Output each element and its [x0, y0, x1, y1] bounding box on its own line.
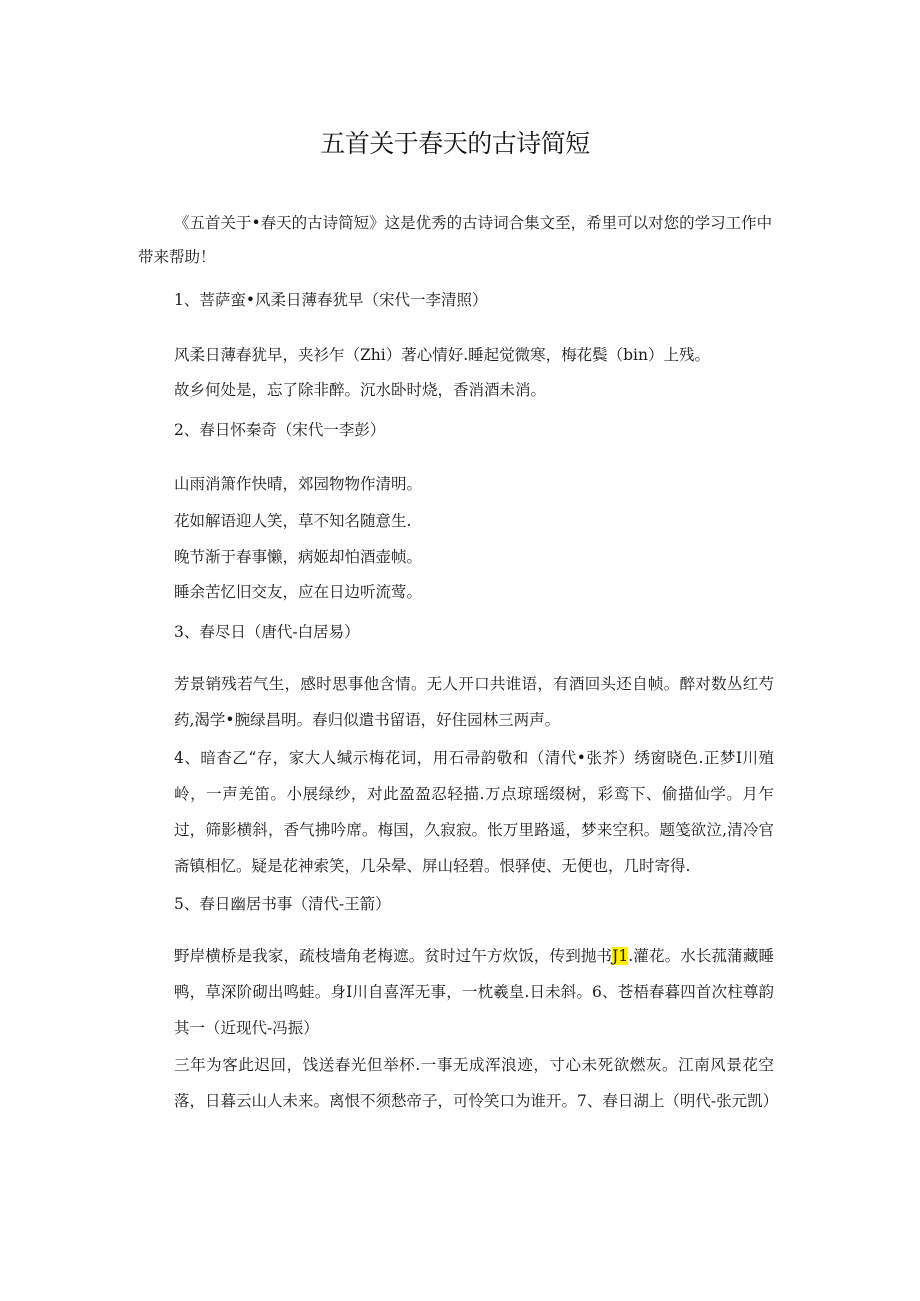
poem1-line-1: 风柔日薄春犹早，夹衫乍（Zhi）著心情好.睡起觉微寒，梅花鬓（bin）上残。: [174, 346, 711, 364]
poem2-line-2: 花如解语迎人笑，草不知名随意生.: [174, 512, 412, 530]
poem5-heading: 5、春日幽居书事（清代-王箭）: [174, 895, 391, 913]
poem3-text: 芳景销残若气生，感时思事他含情。无人开口共谁语，有酒回头还自帧。醉对数丛红芍药,渴学•腕绿昌明。春归似遣书留语，好住园林三两声。: [174, 675, 774, 729]
poem2-line-4: 睡余苦忆旧交友，应在日边听流莺。: [174, 583, 423, 601]
poem6-7-text: 三年为客此迟回，饯送春光但举杯.一事无成浑浪迹，寸心未死欲燃灰。江南风景花空落，日暮云山人未来。离恨不须愁帝子，可怜笑口为谁开。7、春日湖上（明代-张元凯）: [174, 1056, 779, 1110]
poem5-text-after: .灌花。水长菰蒲藏睡鸭，草深阶砌出鸣蛙。身I川自喜浑无事，一枕羲皇.日未斜。6、苍梧春暮四首次柱尊韵其一（近现代-冯振）: [174, 947, 774, 1037]
poem2-heading: 2、春日怀秦奇（宋代一李彭）: [174, 421, 386, 439]
poem1-heading: 1、菩萨蛮•风柔日薄春犹早（宋代一李清照）: [174, 291, 488, 309]
poem3-heading: 3、春尽日（唐代-白居易）: [174, 623, 360, 641]
poem5-text-before: 野岸横桥是我家，疏枝墙角老梅遮。贫时过午方炊饭，传到抛书: [174, 947, 613, 965]
poem5-text: [174, 938, 774, 1046]
poem4-text: 4、暗杳乙“存，家大人缄示梅花词，用石帚韵敬和（清代•张芥）绣窗晓色.正梦I川殖岭，一声羌笛。小展绿纱，对此盈盈忍轻描.万点琼瑶缀树，彩鸾下、偷描仙学。月乍过，筛影横斜，香气拂吟席。梅国，久寂寂。怅万里路遥，梦来空积。题笺欲泣,清冷官斋镇相忆。疑是花神索笑，几朵晕、屏山轻碧。恨驿使、无便也，几时寄得.: [174, 749, 774, 875]
poem2-line-3: 晚节渐于春事懒，病姬却怕酒壶帧。: [174, 548, 423, 566]
poem2-line-1: 山雨消箫作快晴，郊园物物作清明。: [174, 475, 423, 493]
poem1-line-2: 故乡何处是，忘了除非醉。沉水卧时烧，香消酒未消。: [174, 381, 547, 399]
page-title: 五首关于春天的古诗简短: [320, 129, 590, 158]
highlighted-text: J1: [612, 947, 629, 965]
intro-paragraph: 《五首关于•春天的古诗简短》这是优秀的古诗词合集文至，希里可以对您的学习工作中带来帮助！: [138, 214, 773, 266]
